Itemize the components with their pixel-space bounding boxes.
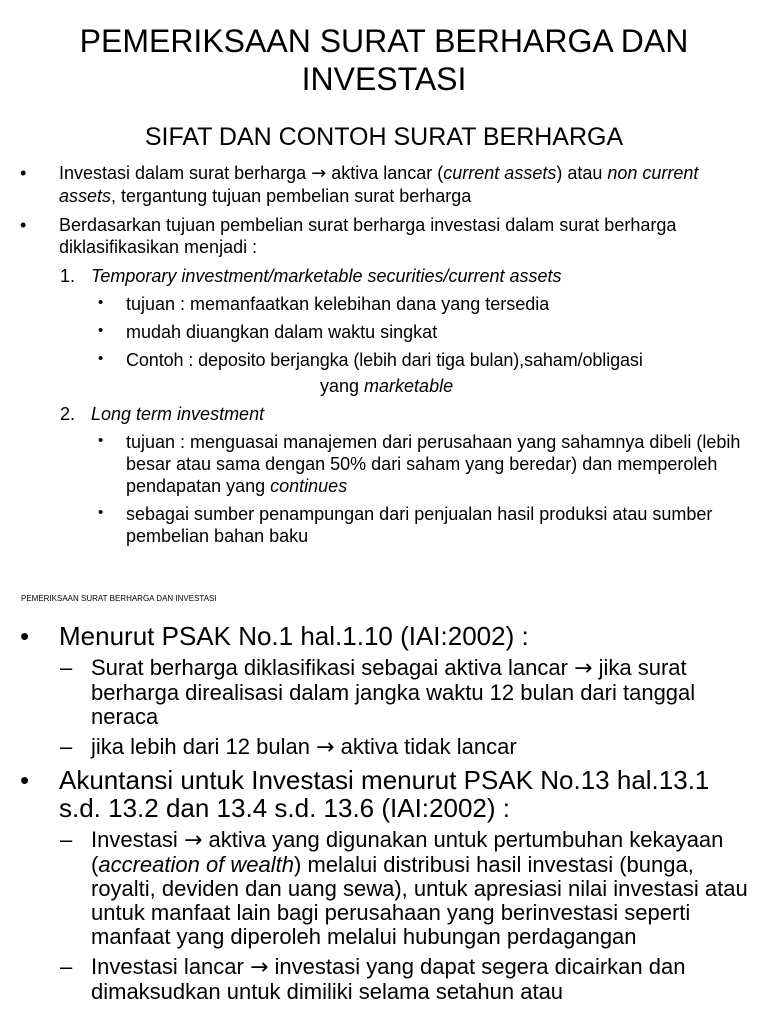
text: Investasi dalam surat berharga <box>59 163 312 183</box>
text: Investasi lancar <box>91 954 250 979</box>
slide-title <box>20 22 748 98</box>
arrow-right-icon: → <box>311 163 327 184</box>
text: aktiva lancar ( <box>326 163 444 183</box>
text: Menurut PSAK No.1 hal.1.10 (IAI:2002) : <box>59 621 529 651</box>
sub-bullet <box>0 321 768 343</box>
text: aktiva yang digunakan untuk pertumbuhan kekayaan ( <box>91 827 724 877</box>
sub-bullet <box>0 349 768 371</box>
text: tujuan : menguasai manajemen dari perusahaan yang sahamnya dibeli (lebih besar atau sama dengan 50% dari saham yang beredar) dan memperoleh pendapatan yang <box>126 432 741 496</box>
text: sebagai sumber penampungan dari penjualan hasil produksi atau sumber pembelian bahan baku <box>126 504 713 546</box>
arrow-right-icon: → <box>574 656 593 681</box>
text: mudah diuangkan dalam waktu singkat <box>126 322 438 342</box>
slide-footer: PEMERIKSAAN SURAT BERHARGA DAN INVESTASI <box>21 594 217 603</box>
title-line-1: PEMERIKSAAN SURAT BERHARGA DAN <box>79 23 689 59</box>
text: jika surat berharga direalisasi dalam jangka waktu 12 bulan dari tanggal neraca <box>91 655 696 729</box>
text-italic: accreation of wealth <box>98 852 294 877</box>
dash-item <box>0 656 768 729</box>
slide-1-body <box>0 162 768 553</box>
bullet-psak-1 <box>0 622 768 650</box>
dash-icon: – <box>60 827 73 852</box>
bullet-icon: • <box>20 765 30 795</box>
arrow-right-icon: → <box>316 735 335 760</box>
bullet-psak-13 <box>0 766 768 822</box>
text: aktiva tidak lancar <box>334 734 517 759</box>
text: , tergantung tujuan pembelian surat berharga <box>111 186 472 206</box>
bullet-investasi <box>0 162 768 207</box>
slide-2 <box>0 580 768 1024</box>
bullet-icon: • <box>98 294 104 311</box>
dash-icon: – <box>60 734 73 759</box>
text: Berdasarkan tujuan pembelian surat berharga investasi dalam surat berharga diklasifikasikan menjadi : <box>59 215 677 257</box>
sub-bullet <box>0 293 768 315</box>
text: Surat berharga diklasifikasi sebagai aktiva lancar <box>91 655 575 680</box>
sub-bullet <box>0 503 768 547</box>
title-line-2: INVESTASI <box>301 61 467 97</box>
item-number: 2. <box>60 404 76 424</box>
text-italic: non current assets <box>59 163 699 206</box>
bullet-icon: • <box>20 621 30 651</box>
bullet-icon: • <box>98 432 104 449</box>
dash-item <box>0 955 768 1004</box>
bullet-icon: • <box>20 163 27 183</box>
item-number: 1. <box>60 266 76 286</box>
bullet-icon: • <box>98 322 104 339</box>
arrow-right-icon: → <box>183 828 203 853</box>
dash-item <box>0 735 768 760</box>
bullet-icon: • <box>98 504 104 521</box>
text-italic: marketable <box>364 376 454 396</box>
text: investasi yang dapat segera dicairkan dan dimaksudkan untuk dimiliki selama setahun atau <box>91 954 686 1004</box>
text: Contoh : deposito berjangka (lebih dari tiga bulan),saham/obligasi <box>126 350 643 370</box>
text: yang <box>320 376 365 396</box>
bullet-klasifikasi <box>0 214 768 258</box>
text-italic: current assets <box>443 163 557 183</box>
text: jika lebih dari 12 bulan <box>91 734 317 759</box>
dash-icon: – <box>60 655 73 680</box>
numbered-item-1 <box>0 265 768 287</box>
sub-bullet <box>0 431 768 497</box>
slide-2-body <box>0 622 768 1010</box>
item-heading: Long term investment <box>91 404 265 424</box>
text-italic: continues <box>270 476 348 496</box>
arrow-right-icon: → <box>249 955 269 980</box>
bullet-icon: • <box>98 350 104 367</box>
dash-item <box>0 828 768 949</box>
text: ) melalui distribusi hasil investasi (bunga, royalti, deviden dan uang sewa), untuk apresiasi nilai investasi atau untuk manfaat lain bagi perusahaan yang berinvestasi seperti manfaat yang diperoleh melalui hubungan perdagangan <box>91 852 748 949</box>
text: Akuntansi untuk Investasi menurut PSAK No.13 hal.13.1 s.d. 13.2 dan 13.4 s.d. 13.6 (IAI:2002) : <box>59 765 710 823</box>
continuation-line <box>0 375 768 397</box>
slide-subtitle: SIFAT DAN CONTOH SURAT BERHARGA <box>144 123 624 151</box>
bullet-icon: • <box>20 215 27 235</box>
numbered-item-2 <box>0 403 768 425</box>
dash-icon: – <box>60 954 73 979</box>
text: tujuan : memanfaatkan kelebihan dana yang tersedia <box>126 294 550 314</box>
item-heading: Temporary investment/marketable securities/current assets <box>91 266 562 286</box>
text: ) atau <box>556 163 608 183</box>
text: Investasi <box>91 827 184 852</box>
